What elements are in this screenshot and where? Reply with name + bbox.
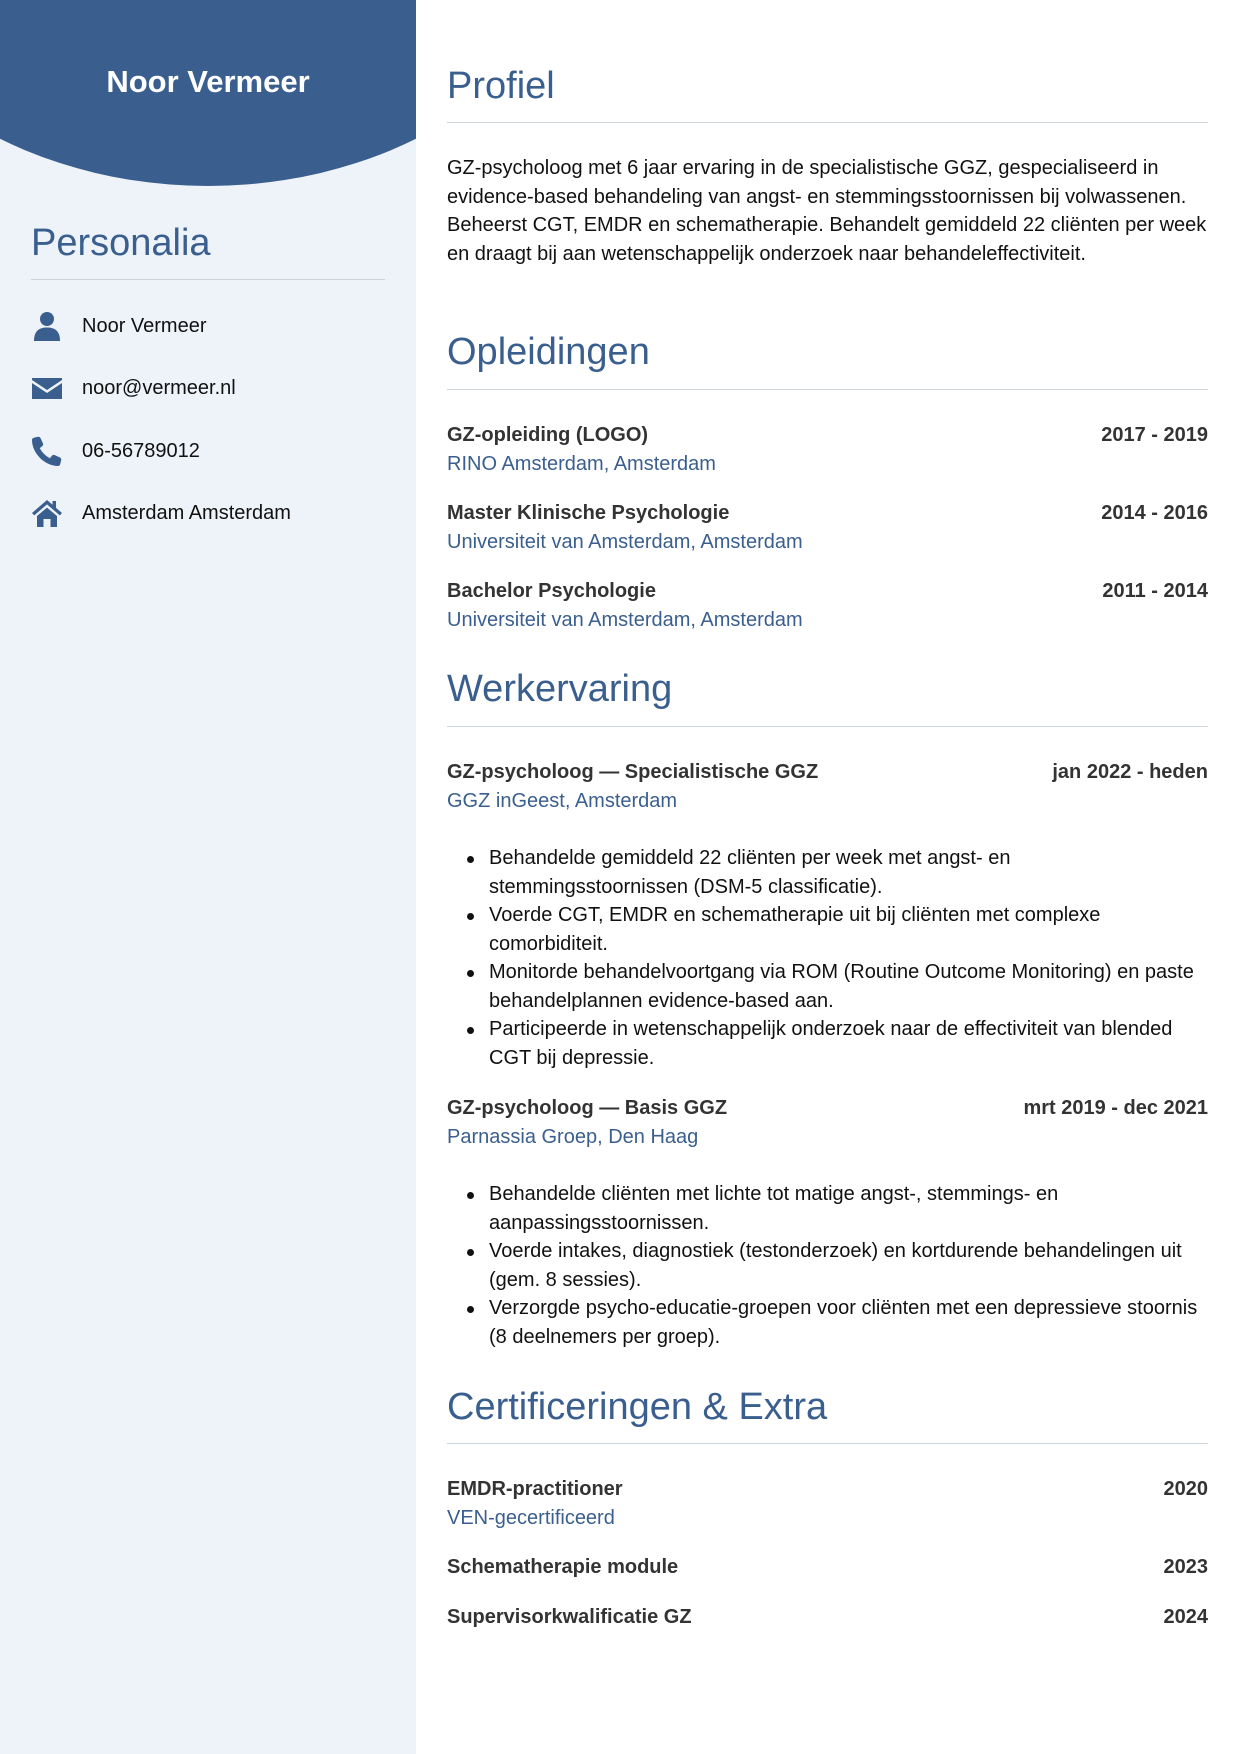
education-date: 2014 - 2016 <box>1101 502 1208 524</box>
sidebar <box>0 0 416 1754</box>
personalia-divider <box>31 279 385 280</box>
job-employer: GGZ inGeest, Amsterdam <box>447 790 678 812</box>
job-title: GZ-psycholoog — Basis GGZ <box>447 1097 728 1119</box>
certification-detail: VEN-gecertificeerd <box>447 1507 615 1529</box>
phone-icon <box>29 433 65 469</box>
contact-phone-text[interactable]: 06-56789012 <box>82 439 200 462</box>
contact-phone[interactable] <box>29 431 389 471</box>
list-item: Voerde intakes, diagnostiek (testonderzoek) en kortdurende behandelingen uit (gem. 8 sessies). <box>489 1237 1208 1294</box>
list-item: Behandelde cliënten met lichte tot matige angst-, stemmings- en aanpassingsstoornissen. <box>489 1180 1208 1237</box>
certification-title: EMDR-practitioner <box>447 1478 623 1500</box>
education-institution: Universiteit van Amsterdam, Amsterdam <box>447 531 803 553</box>
list-item: Verzorgde psycho-educatie-groepen voor cliënten met een depressieve stoornis (8 deelnemers per groep). <box>489 1294 1208 1351</box>
opleidingen-heading: Opleidingen <box>447 331 650 373</box>
werkervaring-heading: Werkervaring <box>447 668 673 710</box>
education-title: Bachelor Psychologie <box>447 580 656 602</box>
job-employer: Parnassia Groep, Den Haag <box>447 1126 699 1148</box>
contact-email[interactable] <box>29 368 389 408</box>
certification-date: 2020 <box>1163 1478 1208 1500</box>
list-item: Monitorde behandelvoortgang via ROM (Routine Outcome Monitoring) en paste behandelplannen evidence-based aan. <box>489 958 1208 1015</box>
job-date: mrt 2019 - dec 2021 <box>1023 1097 1208 1119</box>
job-title: GZ-psycholoog — Specialistische GGZ <box>447 761 819 783</box>
list-item: Voerde CGT, EMDR en schematherapie uit bij cliënten met complexe comorbiditeit. <box>489 901 1208 958</box>
profiel-text: GZ-psycholoog met 6 jaar ervaring in de specialistische GGZ, gespecialiseerd in evidence-based behandeling van angst- en stemmingsstoornissen bij volwassenen. Beheerst CGT, EMDR en schematherapie. Behandelt gemiddeld 22 cliënten per week en draagt bij aan wetenschappelijk onderzoek naar behandeleffectiviteit. <box>447 157 1207 265</box>
education-title: Master Klinische Psychologie <box>447 502 730 524</box>
contact-address-text: Amsterdam Amsterdam <box>82 501 291 524</box>
contact-name-text: Noor Vermeer <box>82 314 207 337</box>
certification-title: Schematherapie module <box>447 1556 679 1578</box>
certificeringen-divider <box>447 1443 1208 1444</box>
certification-date: 2023 <box>1163 1556 1208 1578</box>
opleidingen-divider <box>447 389 1208 390</box>
certification-date: 2024 <box>1163 1606 1208 1628</box>
user-icon <box>29 308 65 344</box>
education-title: GZ-opleiding (LOGO) <box>447 424 649 446</box>
job-bullets <box>489 1180 1208 1351</box>
job-date: jan 2022 - heden <box>1052 761 1208 783</box>
list-item: Participeerde in wetenschappelijk onderzoek naar de effectiviteit van blended CGT bij depressie. <box>489 1015 1208 1072</box>
main-content <box>447 0 1208 1754</box>
certification-title: Supervisorkwalificatie GZ <box>447 1606 692 1628</box>
education-institution: Universiteit van Amsterdam, Amsterdam <box>447 609 803 631</box>
contact-email-text[interactable]: noor@vermeer.nl <box>82 376 236 399</box>
education-date: 2011 - 2014 <box>1102 580 1208 602</box>
list-item: Behandelde gemiddeld 22 cliënten per week met angst- en stemmingsstoornissen (DSM-5 classificatie). <box>489 844 1208 901</box>
personalia-heading: Personalia <box>31 222 211 264</box>
certificeringen-heading: Certificeringen & Extra <box>447 1386 828 1428</box>
candidate-name: Noor Vermeer <box>106 64 310 99</box>
werkervaring-divider <box>447 726 1208 727</box>
envelope-icon <box>29 370 65 406</box>
contact-name <box>29 306 389 346</box>
home-icon <box>29 495 65 531</box>
education-institution: RINO Amsterdam, Amsterdam <box>447 453 716 475</box>
job-bullets <box>489 844 1208 1072</box>
contact-address <box>29 493 389 533</box>
education-date: 2017 - 2019 <box>1101 424 1208 446</box>
profiel-divider <box>447 122 1208 123</box>
profiel-heading: Profiel <box>447 65 555 107</box>
